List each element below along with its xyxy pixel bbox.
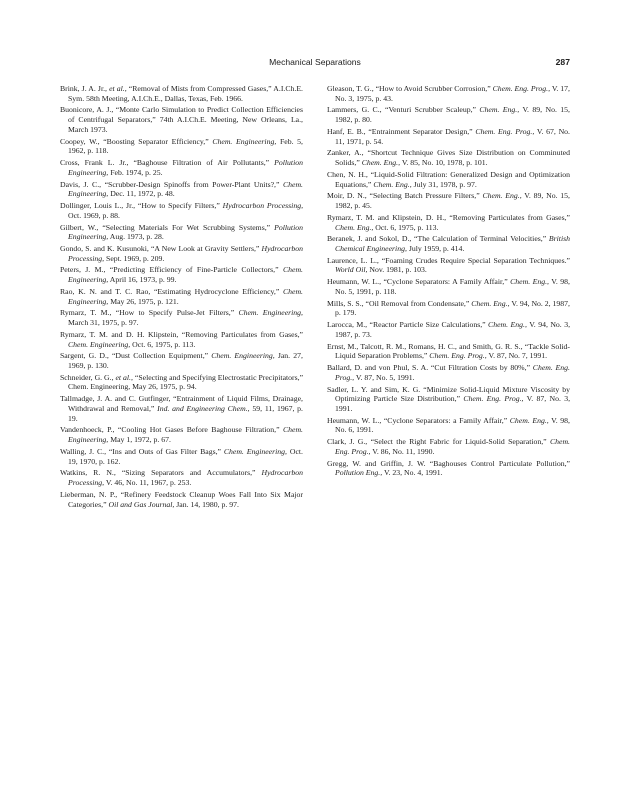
reference-pre: Dollinger, Louis L., Jr., “How to Specify Filters,” [60,201,223,211]
reference-entry [60,180,303,199]
reference-post: V. 67, No. 11, 1971, p. 54. [335,126,570,146]
reference-pre: Heumann, W. L., “Cyclone Separators: a Family Affair,” [327,415,510,425]
reference-post: Aug. 1973, p. 28. [108,232,164,242]
reference-post: April 16, 1973, p. 99. [108,275,177,285]
reference-em: Hydrocarbon Processing, [68,468,303,488]
reference-pre: Lammers, G. C., “Venturi Scrubber Scaleup,” [327,105,480,115]
reference-entry [60,201,303,220]
reference-post: Nov. 1981, p. 103. [367,265,427,275]
reference-entry [327,437,570,456]
reference-post: Oct. 19, 1970, p. 162. [68,446,303,466]
reference-post: Jan. 27, 1969, p. 130. [68,351,303,370]
reference-em: et al. [109,84,125,93]
reference-post: , “Selecting and Specifying Electrostatic Precipitators,” Chem. Engineering, May 26, 1975, p. 94. [68,372,304,392]
reference-em: Chem. Engineering, [68,179,303,199]
reference-em: Chem. Eng., [482,191,522,201]
reference-entry [327,127,570,146]
reference-em: Ind. and Engineering Chem., [157,403,250,413]
reference-post: Oct. 1969, p. 88. [68,210,120,220]
reference-em: Pollution Eng., [335,468,383,478]
reference-pre: Davis, J. C., “Scrubber-Design Spinoffs from Power-Plant Units?,” [60,179,283,189]
reference-em: Hydrocarbon Processing, [222,201,304,211]
reference-em: Chem. Eng. Prog., [475,126,535,136]
reference-pre: Sargent, G. D., “Dust Collection Equipment,” [60,351,212,361]
reference-post: V. 86, No. 11, 1990. [370,446,435,456]
reference-pre: Clark, J. G., “Select the Right Fabric for Liquid-Solid Separation,” [327,437,550,447]
reference-post: V. 23, No. 4, 1991. [382,468,443,478]
reference-em: Hydrocarbon Processing, [68,243,303,263]
reference-em: Pollution Engineering, [68,158,303,177]
reference-post: March 31, 1975, p. 97. [68,318,139,328]
reference-pre: Schneider, G. G., [60,372,116,382]
page-header [60,57,570,71]
reference-post: V. 98, No. 5, 1991, p. 118. [335,277,570,296]
reference-em: Chem. Eng. Prog., [335,363,570,382]
reference-pre: Gilbert, W., “Selecting Materials For Wet Scrubbing Systems,” [60,222,275,232]
reference-entry [60,330,303,349]
reference-entry [327,148,570,167]
reference-pre: Coopey, W., “Boosting Separator Efficiency,” [60,136,213,146]
reference-em: Chem. Eng., [488,320,527,330]
reference-entry [327,277,570,296]
reference-post: V. 94, No. 3, 1987, p. 73. [335,320,571,339]
reference-post: July 1959, p. 414. [406,243,465,253]
reference-post: May 26, 1975, p. 121. [108,296,179,306]
reference-entry [60,308,303,327]
reference-entry [60,351,303,370]
reference-pre: Peters, J. M., “Predicting Efficiency of Fine-Particle Collectors,” [60,265,283,275]
reference-post: V. 94, No. 2, 1987, p. 179. [335,298,570,318]
reference-post: July 31, 1978, p. 97. [411,179,477,189]
reference-em: Chem. Eng., [509,415,549,425]
reference-entry [60,105,303,134]
reference-pre: Heumann, W. L., “Cyclone Separators: A Family Affair,” [327,277,511,287]
reference-entry [327,84,570,103]
reference-em: Chem. Engineering, [68,265,303,285]
reference-em: Chem. Engineering, [68,425,303,445]
reference-pre: Chen, N. H., “Liquid-Solid Filtration: Generalized Design and Optimization Equations,” [327,169,570,189]
reference-em: Pollution Engineering, [68,222,303,242]
reference-em: Chem. Eng. Prog., [429,351,487,361]
reference-entry [60,137,303,156]
reference-entry [327,320,570,339]
reference-entry [327,385,570,414]
reference-em: Chem. Eng., [335,222,374,232]
reference-em: Chem. Engineering, [68,339,131,349]
reference-entry [327,459,570,478]
reference-pre: Rao, K. N. and T. C. Rao, “Estimating Hydrocyclone Efficiency,” [60,286,283,296]
reference-pre: Gleason, T. G., “How to Avoid Scrubber Corrosion,” [327,84,493,93]
reference-em: Chem. Eng., [373,179,412,189]
references-right-column [327,84,570,480]
reference-em: Chem. Eng. Prog., [463,394,524,404]
reference-em: Chem. Eng. Prog., [492,84,551,93]
reference-pre: Larocca, M., “Reactor Particle Size Calculations,” [327,320,489,330]
reference-em: Oil and Gas Journal, [108,499,175,509]
reference-pre: Zanker, A., “Shortcut Technique Gives Size Distribution on Comminuted Solids,” [327,148,570,168]
reference-pre: Ballard, D. and von Phul, S. A. “Cut Filtration Costs by 80%,” [327,363,533,373]
reference-entry [60,287,303,306]
reference-pre: Cross, Frank L. Jr., “Baghouse Filtration of Air Pollutants,” [60,158,275,168]
reference-post: May 1, 1972, p. 67. [108,435,171,445]
reference-post: V. 87, No. 7, 1991. [486,351,548,361]
reference-pre: Laurence, L. L., “Foaming Crudes Require Special Separation Techniques.” [327,255,570,265]
reference-pre: Rymarz, T. M. and D. H. Klipstein, “Removing Particulates from Gases,” [60,329,303,339]
reference-pre: Vandenhoeck, P., “Cooling Hot Gases Before Baghouse Filtration,” [60,425,283,435]
reference-pre: Tallmadge, J. A. and C. Gutfinger, “Entrainment of Liquid Films, Drainage, Withdrawal and Removal,” [60,394,303,413]
reference-entry [327,191,570,210]
reference-em: British Chemical Engineering, [335,234,570,253]
reference-entry [60,265,303,284]
reference-entry [327,213,570,232]
reference-em: Chem. Engineering, [238,308,303,318]
reference-pre: Sadler, L. Y. and Sim, K. G. “Minimize Solid-Liquid Mixture Viscosity by Optimizing Particle Size Distribution,” [327,384,570,404]
reference-em: Chem. Engineering, [223,446,287,456]
reference-entry [60,84,303,103]
reference-entry [60,447,303,466]
reference-pre: Walling, J. C., “Ins and Outs of Gas Filter Bags,” [60,446,224,456]
reference-entry [60,223,303,242]
reference-pre: Rymarz, T. M., “How to Specify Pulse-Jet Filters,” [60,308,239,318]
reference-entry [60,468,303,487]
reference-pre: Brink, J. A. Jr., [60,84,110,93]
reference-pre: Rymarz, T. M. and Klipstein, D. H., “Removing Particulates from Gases,” [327,212,570,222]
reference-post: , “Removal of Mists from Compressed Gases,” A.I.Ch.E. Sym. 58th Meeting, A.I.Ch.E., Dallas, Texas, Feb. 1966. [68,84,303,103]
reference-post: Dec. 11, 1972, p. 48. [108,189,175,199]
reference-post: Feb. 5, 1962, p. 118. [68,136,303,156]
reference-entry [327,342,570,361]
reference-post: V. 85, No. 10, 1978, p. 101. [400,158,488,168]
reference-pre: Hanf, E. B., “Entrainment Separator Design,” [327,126,476,136]
reference-post: Feb. 1974, p. 25. [108,167,163,177]
reference-em: Chem. Eng., [361,158,401,168]
page-number: 287 [555,57,570,67]
reference-em: World Oil, [335,265,368,275]
reference-post: V. 89, No. 15, 1982, p. 45. [335,191,570,211]
running-title: Mechanical Separations [269,57,361,67]
references-left-column [60,84,303,511]
reference-entry [60,425,303,444]
reference-entry [327,416,570,435]
reference-em: Chem. Eng., [479,105,520,115]
reference-entry [327,299,570,318]
reference-post: V. 17, No. 3, 1975, p. 43. [335,84,570,103]
reference-em: Chem. Engineering, [211,351,275,361]
reference-post: V. 46, No. 11, 1967, p. 253. [104,478,192,488]
reference-pre: Beranek, J. and Sokol, D., “The Calculation of Terminal Velocities,” [327,234,549,244]
reference-entry [60,394,303,423]
reference-entry [60,373,303,392]
reference-em: Chem. Eng., [510,277,549,287]
reference-em: et al. [115,372,131,382]
reference-pre: Watkins, R. N., “Sizing Separators and Accumulators,” [60,468,262,478]
reference-em: Chem. Eng., [471,298,510,308]
reference-entry [327,363,570,382]
reference-post: V. 98, No. 6, 1991. [335,415,570,435]
reference-post: 59, 11, 1967, p. 19. [68,403,303,423]
reference-pre: Mills, S. S., “Oil Removal from Condensate,” [327,298,472,308]
reference-em: Chem. Engineering, [212,136,277,146]
reference-entry [327,256,570,275]
reference-post: V. 89, No. 15, 1982, p. 80. [335,105,570,125]
reference-em: Chem. Engineering, [68,286,303,306]
reference-pre: Lieberman, N. P., “Refinery Feedstock Cleanup Woes Fall Into Six Major Categories,” [60,489,303,509]
reference-post: Oct. 6, 1975, p. 113. [373,222,439,232]
reference-post: V. 87, No. 3, 1991. [335,394,571,413]
reference-em: Chem. Eng. Prog., [335,437,570,456]
reference-post: V. 87, No. 5, 1991. [354,372,415,382]
reference-pre: Buonicore, A. J., “Monte Carlo Simulation to Predict Collection Efficiencies of Centrifugal Separators,” 74th A.I.Ch.E. Meeting, New Orleans, La., March 1973. [60,105,303,134]
reference-post: Jan. 14, 1980, p. 97. [174,499,239,509]
reference-entry [60,244,303,263]
reference-entry [327,105,570,124]
reference-post: Sept. 1969, p. 209. [104,253,165,263]
reference-entry [327,234,570,253]
reference-entry [60,158,303,177]
reference-pre: Gregg, W. and Griffin, J. W. “Baghouses Control Particulate Pollution,” [327,458,570,468]
reference-pre: Ernst, M., Talcott, R. M., Romans, H. C., and Smith, G. R. S., “Tackle Solid-Liquid Separation Problems,” [327,341,570,361]
reference-pre: Gondo, S. and K. Kusunoki, “A New Look at Gravity Settlers,” [60,243,262,253]
reference-pre: Moir, D. N., “Selecting Batch Pressure Filters,” [327,191,483,201]
reference-entry [60,490,303,509]
reference-entry [327,170,570,189]
reference-post: Oct. 6, 1975, p. 113. [130,339,196,349]
